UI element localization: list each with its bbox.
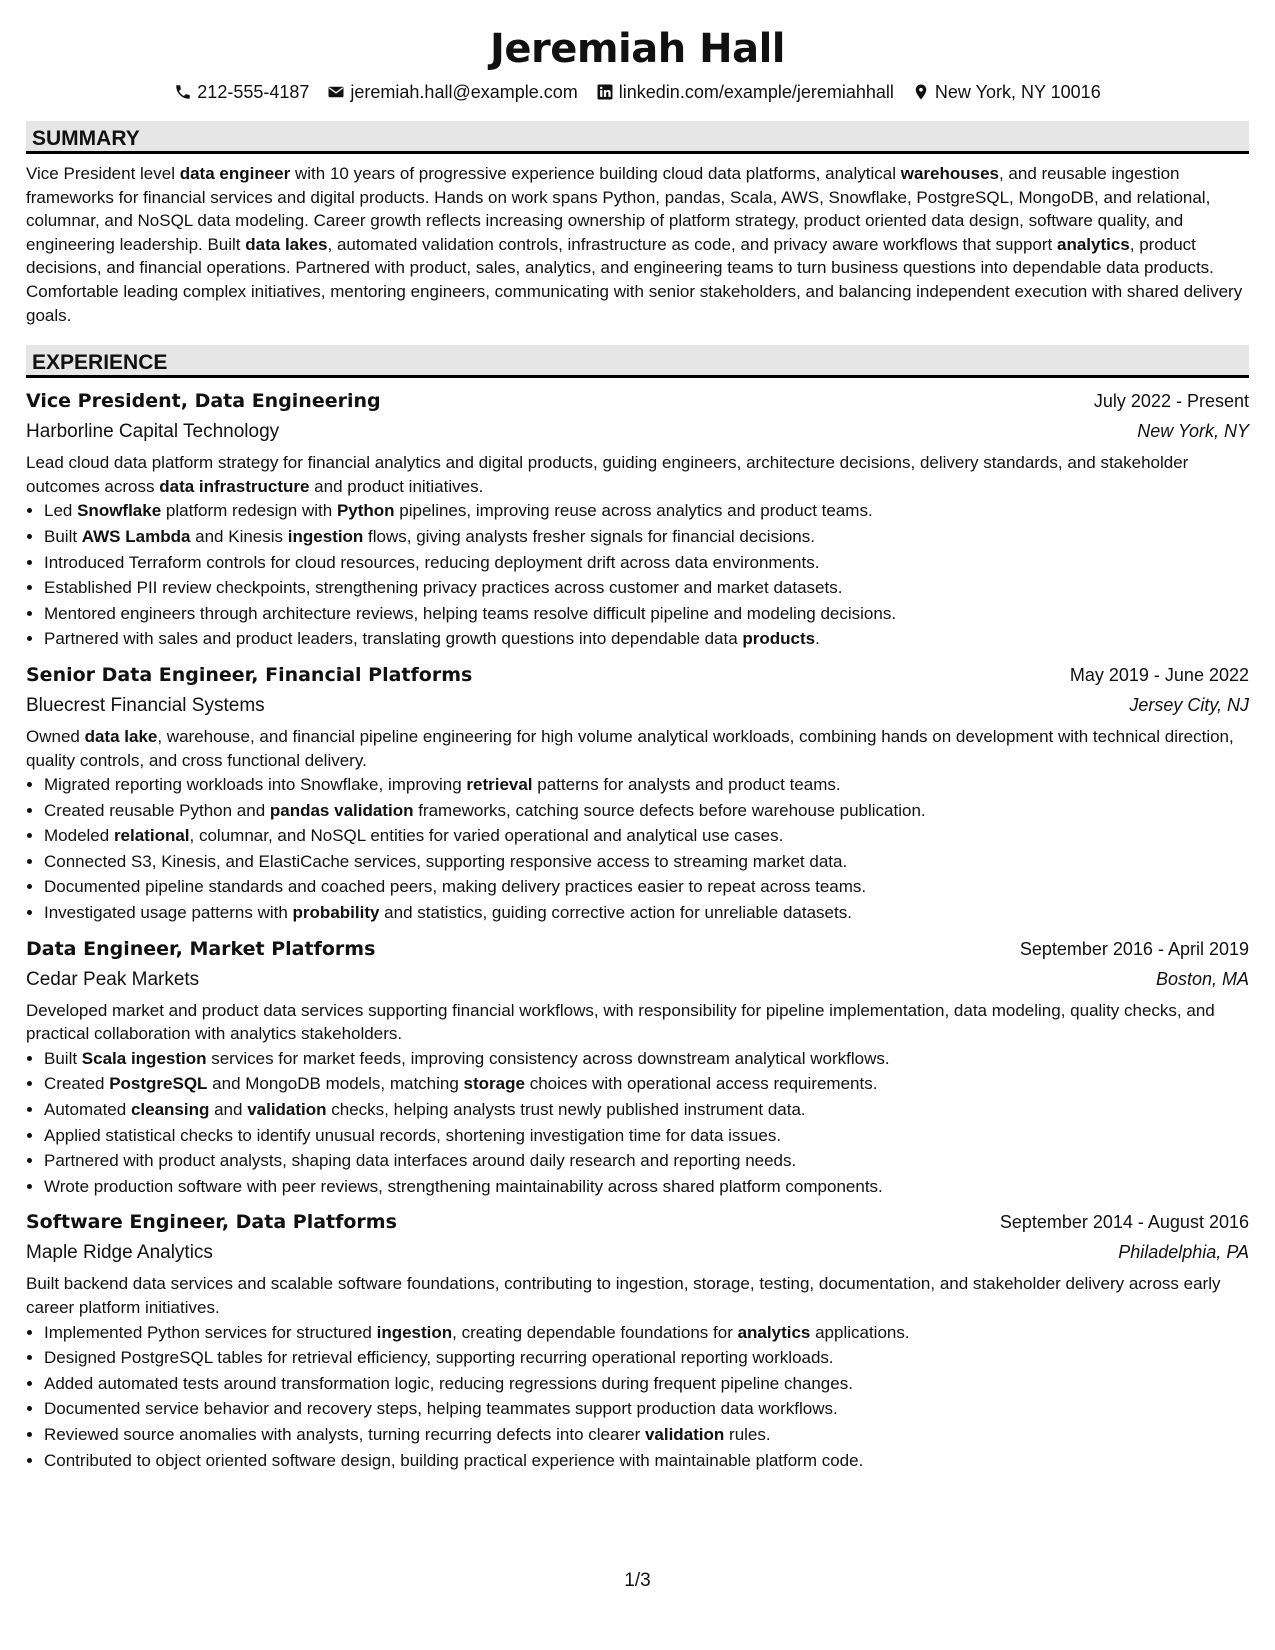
job-bullet: • Contributed to object oriented software design, building practical experience with maintainable platform code.	[44, 1448, 1249, 1474]
envelope-icon	[327, 83, 345, 101]
job-bullet: • Created PostgreSQL and MongoDB models, matching storage choices with operational access requirements.	[44, 1071, 1249, 1097]
bold-keyword: storage	[463, 1074, 525, 1094]
linkedin-icon	[596, 83, 614, 101]
job-description: Developed market and product data services supporting financial workflows, with responsibility for pipeline implementation, data modeling, quality checks, and practical collaboration with analytics stakeholders.	[26, 1000, 1215, 1044]
job-title: Data Engineer, Market Platforms	[26, 937, 376, 960]
job-bullet: • Applied statistical checks to identify unusual records, shortening investigation time for data issues.	[44, 1123, 1249, 1149]
job-bullet: • Partnered with sales and product leaders, translating growth questions into dependable data products.	[44, 626, 1249, 652]
bold-keyword: relational	[113, 826, 190, 846]
experience-list	[26, 388, 1249, 1473]
candidate-name: Jeremiah Hall	[489, 26, 786, 72]
bold-keyword: Scala ingestion	[81, 1048, 207, 1068]
company-name: Bluecrest Financial Systems	[26, 694, 265, 716]
bold-keyword: products	[742, 629, 816, 649]
job-bullet: • Built Scala ingestion services for market feeds, improving consistency across downstream analytical workflows.	[44, 1046, 1249, 1072]
job-dates: September 2014 - August 2016	[999, 1212, 1249, 1233]
bold-keyword: Python	[336, 501, 395, 521]
job-dates: July 2022 - Present	[1093, 391, 1249, 412]
job-bullet: • Modeled relational, columnar, and NoSQL entities for varied operational and analytical use cases.	[44, 823, 1249, 849]
job-location: Boston, MA	[1155, 968, 1249, 989]
contact-location-text: New York, NY 10016	[934, 82, 1101, 102]
job-bullet: • Documented pipeline standards and coached peers, making delivery practices easier to repeat across teams.	[44, 874, 1249, 900]
contact-linkedin-text: linkedin.com/example/jeremiahhall	[618, 82, 894, 102]
job-entry	[26, 388, 1249, 652]
job-bullet: • Led Snowflake platform redesign with Python pipelines, improving reuse across analytics and product teams.	[44, 498, 1249, 524]
job-bullet: • Designed PostgreSQL tables for retrieval efficiency, supporting recurring operational reporting workloads.	[44, 1345, 1249, 1371]
job-bullets	[26, 1046, 1249, 1200]
bold-keyword: data engineer	[179, 164, 291, 183]
job-description: Owned data lake, warehouse, and financial pipeline engineering for high volume analytical workloads, combining hands on development with technical direction, quality controls, and cross functional delivery.	[26, 726, 1234, 770]
job-dates: May 2019 - June 2022	[1069, 664, 1249, 685]
bold-keyword: pandas validation	[269, 800, 414, 820]
bold-keyword: validation	[247, 1100, 327, 1120]
bold-keyword: ingestion	[287, 526, 364, 546]
job-bullet: • Wrote production software with peer reviews, strengthening maintainability across shared platform components.	[44, 1174, 1249, 1200]
bold-keyword: data lakes	[245, 234, 328, 254]
job-description: Lead cloud data platform strategy for financial analytics and digital products, guiding engineers, architecture decisions, delivery standards, and stakeholder outcomes across data infrastructure and product initiatives.	[26, 453, 1189, 496]
bold-keyword: data lake	[84, 726, 158, 746]
job-title: Vice President, Data Engineering	[26, 390, 381, 413]
job-bullet: • Partnered with product analysts, shaping data interfaces around daily research and reporting needs.	[44, 1148, 1249, 1174]
page-number: 1/3	[624, 1570, 651, 1591]
job-bullet: • Reviewed source anomalies with analysts, turning recurring defects into clearer validation rules.	[44, 1422, 1249, 1448]
job-bullet: • Introduced Terraform controls for cloud resources, reducing deployment drift across data environments.	[44, 550, 1249, 576]
job-bullets	[26, 1320, 1249, 1474]
job-bullet: • Investigated usage patterns with probability and statistics, guiding corrective action for unreliable datasets.	[44, 900, 1249, 926]
contact-email[interactable]	[327, 80, 577, 104]
job-description: Built backend data services and scalable software foundations, contributing to ingestion, storage, testing, documentation, and stakeholder delivery across early career platform initiatives.	[26, 1274, 1221, 1317]
bold-keyword: PostgreSQL	[109, 1074, 208, 1094]
bold-keyword: cleansing	[130, 1100, 210, 1120]
contact-linkedin[interactable]	[596, 80, 894, 104]
job-entry	[26, 1209, 1249, 1473]
job-bullet: • Implemented Python services for structured ingestion, creating dependable foundations for analytics applications.	[44, 1320, 1249, 1346]
bold-keyword: probability	[292, 903, 380, 923]
experience-section-heading	[26, 345, 1249, 378]
bold-keyword: retrieval	[466, 775, 533, 795]
job-bullet: • Migrated reporting workloads into Snowflake, improving retrieval patterns for analysts and product teams.	[44, 772, 1249, 798]
job-dates: September 2016 - April 2019	[1019, 938, 1249, 959]
bold-keyword: data infrastructure	[159, 476, 310, 496]
location-pin-icon	[912, 83, 930, 101]
job-bullet: • Documented service behavior and recovery steps, helping teammates support production data workflows.	[44, 1396, 1249, 1422]
contact-email-text: jeremiah.hall@example.com	[350, 82, 578, 102]
job-entry	[26, 936, 1249, 1200]
job-location: Philadelphia, PA	[1118, 1242, 1249, 1263]
bold-keyword: Snowflake	[77, 501, 162, 521]
contact-line	[26, 80, 1249, 104]
summary-text: Vice President level data engineer with 10 years of progressive experience building cloud data platforms, analytical warehouses, and reusable ingestion frameworks for financial services and digital products. Hands on work spans Python, pandas, Scala, AWS, Snowflake, PostgreSQL, MongoDB, and relational, columnar, and NoSQL data modeling. Career growth reflects increasing ownership of platform strategy, product oriented data design, software quality, and engineering leadership. Built data lakes, automated validation controls, infrastructure as code, and privacy aware workflows that support analytics, product decisions, and financial operations. Partnered with product, sales, analytics, and engineering teams to turn business questions into dependable data products. Comfortable leading complex initiatives, mentoring engineers, communicating with senior stakeholders, and balancing independent execution with shared delivery goals.	[26, 164, 1243, 325]
job-bullet: • Built AWS Lambda and Kinesis ingestion flows, giving analysts fresher signals for financial decisions.	[44, 524, 1249, 550]
experience-heading-text: EXPERIENCE	[32, 351, 168, 375]
job-location: Jersey City, NJ	[1129, 694, 1249, 715]
bold-keyword: validation	[644, 1424, 725, 1444]
job-bullet: • Mentored engineers through architecture reviews, helping teams resolve difficult pipeline and modeling decisions.	[44, 601, 1249, 627]
contact-phone-text: 212-555-4187	[197, 82, 310, 102]
summary-heading-text: SUMMARY	[32, 127, 140, 150]
summary-section-heading	[26, 121, 1249, 154]
job-title: Software Engineer, Data Platforms	[26, 1211, 397, 1234]
job-title: Senior Data Engineer, Financial Platforms	[26, 663, 473, 686]
bold-keyword: analytics	[1056, 234, 1130, 254]
company-name: Harborline Capital Technology	[26, 421, 280, 443]
job-location: New York, NY	[1137, 421, 1249, 442]
job-bullet: • Automated cleansing and validation checks, helping analysts trust newly published instrument data.	[44, 1097, 1249, 1123]
company-name: Maple Ridge Analytics	[26, 1242, 213, 1264]
job-bullet: • Added automated tests around transformation logic, reducing regressions during frequent pipeline changes.	[44, 1371, 1249, 1397]
bold-keyword: warehouses	[900, 164, 999, 183]
job-bullet: • Established PII review checkpoints, strengthening privacy practices across customer and market datasets.	[44, 575, 1249, 601]
contact-location	[912, 80, 1101, 104]
job-bullets	[26, 498, 1249, 652]
bold-keyword: analytics	[737, 1322, 811, 1342]
job-bullet: • Created reusable Python and pandas validation frameworks, catching source defects before warehouse publication.	[44, 798, 1249, 824]
job-bullets	[26, 772, 1249, 926]
job-bullet: • Connected S3, Kinesis, and ElastiCache services, supporting responsive access to streaming market data.	[44, 849, 1249, 875]
phone-icon	[174, 83, 192, 101]
job-entry	[26, 662, 1249, 926]
company-name: Cedar Peak Markets	[26, 968, 200, 990]
bold-keyword: ingestion	[376, 1322, 453, 1342]
bold-keyword: AWS Lambda	[81, 526, 191, 546]
contact-phone[interactable]	[174, 80, 309, 104]
